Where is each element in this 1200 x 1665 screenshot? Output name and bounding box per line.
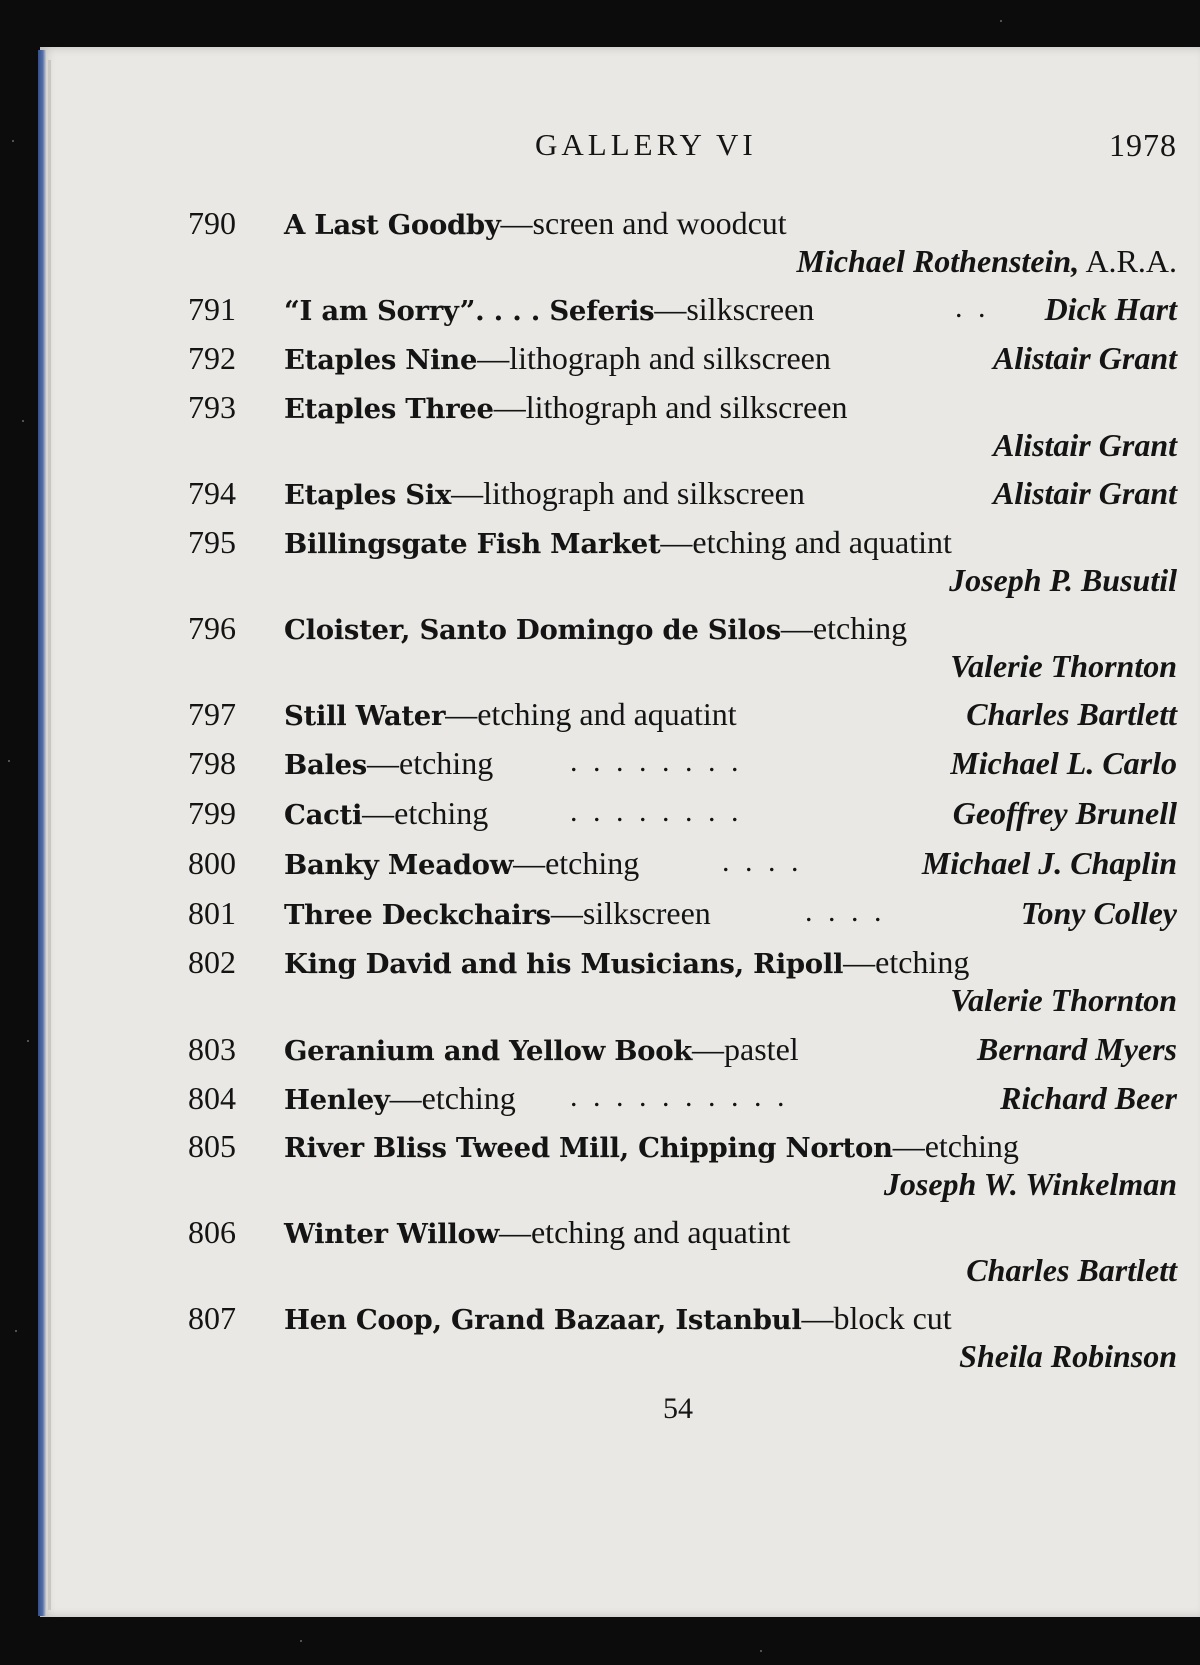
entry-title: King David and his Musicians, Ripoll—etching bbox=[284, 944, 970, 980]
entry-medium: —etching and aquatint bbox=[445, 696, 737, 732]
entry-number: 803 bbox=[188, 1031, 236, 1067]
entry-medium: —etching bbox=[362, 795, 489, 831]
catalogue-entry bbox=[0, 1128, 1200, 1168]
catalogue-entry bbox=[0, 524, 1200, 564]
entry-medium: —etching and aquatint bbox=[660, 524, 952, 560]
entry-title: River Bliss Tweed Mill, Chipping Norton—etching bbox=[284, 1128, 1019, 1164]
section-title: GALLERY VI bbox=[535, 127, 757, 162]
leader-dots: . . . . bbox=[722, 845, 803, 878]
entry-number: 807 bbox=[188, 1300, 236, 1336]
leader-dots: . . bbox=[955, 291, 990, 324]
entry-artist: Michael L. Carlo bbox=[950, 745, 1177, 781]
catalogue-entry bbox=[0, 1214, 1200, 1254]
entry-artist: Alistair Grant bbox=[992, 340, 1177, 376]
entry-artist: Joseph P. Busutil bbox=[949, 562, 1177, 598]
entry-title: Still Water—etching and aquatint bbox=[284, 696, 737, 732]
entry-number: 795 bbox=[188, 524, 236, 560]
running-header bbox=[0, 127, 1200, 167]
entry-medium: —etching bbox=[843, 944, 970, 980]
catalogue-entry bbox=[0, 795, 1200, 835]
entry-medium: —etching bbox=[513, 845, 640, 881]
entry-medium: —etching bbox=[892, 1128, 1019, 1164]
entry-title: Etaples Six—lithograph and silkscreen bbox=[284, 475, 805, 511]
entry-artist: Michael J. Chaplin bbox=[921, 845, 1177, 881]
entry-title: “I am Sorry”. . . . Seferis—silkscreen bbox=[284, 291, 815, 327]
entry-title: Etaples Nine—lithograph and silkscreen bbox=[284, 340, 831, 376]
entry-artist: Bernard Myers bbox=[976, 1031, 1177, 1067]
leader-dots: . . . . . . . . bbox=[570, 795, 743, 828]
catalogue-entry bbox=[0, 895, 1200, 935]
entry-medium: —screen and woodcut bbox=[500, 205, 787, 241]
entry-medium: —lithograph and silkscreen bbox=[493, 389, 848, 425]
entry-number: 805 bbox=[188, 1128, 236, 1164]
entry-artist: Valerie Thornton bbox=[950, 982, 1177, 1018]
entry-medium: —etching and aquatint bbox=[498, 1214, 791, 1250]
catalogue-entry bbox=[0, 1080, 1200, 1120]
catalogue-entry bbox=[0, 1031, 1200, 1071]
leader-dots: . . . . bbox=[805, 895, 886, 928]
entry-artist: Richard Beer bbox=[1000, 1080, 1177, 1116]
catalogue-entry bbox=[0, 340, 1200, 380]
entry-artist: Alistair Grant bbox=[992, 475, 1177, 511]
entry-artist: Sheila Robinson bbox=[959, 1338, 1177, 1374]
catalogue-entry bbox=[0, 389, 1200, 429]
entry-number: 794 bbox=[188, 475, 236, 511]
catalogue-entry bbox=[0, 696, 1200, 736]
entry-number: 792 bbox=[188, 340, 236, 376]
entry-title: Three Deckchairs—silkscreen bbox=[284, 895, 711, 931]
entry-artist: Dick Hart bbox=[1044, 291, 1177, 327]
leader-dots: . . . . . . . . bbox=[570, 745, 743, 778]
entry-artist: Joseph W. Winkelman bbox=[883, 1166, 1177, 1202]
entry-number: 798 bbox=[188, 745, 236, 781]
entry-medium: —lithograph and silkscreen bbox=[451, 475, 805, 511]
entry-number: 799 bbox=[188, 795, 236, 831]
header-year: 1978 bbox=[1109, 127, 1177, 163]
entry-artist: Charles Bartlett bbox=[966, 696, 1177, 732]
entry-title: Hen Coop, Grand Bazaar, Istanbul—block cut bbox=[284, 1300, 952, 1336]
entry-medium: —silkscreen bbox=[654, 291, 815, 327]
entry-title: Cloister, Santo Domingo de Silos—etching bbox=[284, 610, 908, 646]
entry-medium: —lithograph and silkscreen bbox=[477, 340, 831, 376]
entry-medium: —block cut bbox=[801, 1300, 952, 1336]
entry-number: 797 bbox=[188, 696, 236, 732]
catalogue-entry bbox=[0, 610, 1200, 650]
entry-title: Bales—etching bbox=[284, 745, 494, 781]
entry-number: 793 bbox=[188, 389, 236, 425]
entry-number: 806 bbox=[188, 1214, 236, 1250]
catalogue-entry bbox=[0, 475, 1200, 515]
entry-title: Cacti—etching bbox=[284, 795, 489, 831]
entry-artist: Valerie Thornton bbox=[950, 648, 1177, 684]
entry-artist: Tony Colley bbox=[1020, 895, 1177, 931]
entry-title: Geranium and Yellow Book—pastel bbox=[284, 1031, 799, 1067]
entry-title: Etaples Three—lithograph and silkscreen bbox=[284, 389, 848, 425]
entry-number: 790 bbox=[188, 205, 236, 241]
entry-title: Winter Willow—etching and aquatint bbox=[284, 1214, 791, 1250]
entry-title: Henley—etching bbox=[284, 1080, 516, 1116]
entry-number: 791 bbox=[188, 291, 236, 327]
entry-medium: —etching bbox=[780, 610, 908, 646]
entry-number: 802 bbox=[188, 944, 236, 980]
catalogue-entry bbox=[0, 944, 1200, 984]
entry-artist: Alistair Grant bbox=[992, 427, 1177, 463]
entry-medium: —silkscreen bbox=[550, 895, 711, 931]
leader-dots: . . . . . . . . . . bbox=[570, 1080, 789, 1113]
entry-number: 804 bbox=[188, 1080, 236, 1116]
catalogue-entry bbox=[0, 745, 1200, 785]
entry-number: 801 bbox=[188, 895, 236, 931]
entry-title: Banky Meadow—etching bbox=[284, 845, 640, 881]
entry-medium: —etching bbox=[389, 1080, 516, 1116]
entry-artist: Charles Bartlett bbox=[966, 1252, 1177, 1288]
page-number: 54 bbox=[663, 1392, 693, 1425]
entry-artist: Geoffrey Brunell bbox=[952, 795, 1177, 831]
catalogue-entry bbox=[0, 291, 1200, 331]
entry-title: A Last Goodby—screen and woodcut bbox=[284, 205, 787, 241]
entry-number: 796 bbox=[188, 610, 236, 646]
entry-medium: —etching bbox=[367, 745, 494, 781]
catalogue-entry bbox=[0, 1300, 1200, 1340]
catalogue-entry bbox=[0, 205, 1200, 245]
catalogue-entry bbox=[0, 845, 1200, 885]
entry-medium: —pastel bbox=[692, 1031, 799, 1067]
entry-title: Billingsgate Fish Market—etching and aquatint bbox=[284, 524, 952, 560]
entry-artist: Michael Rothenstein, A.R.A. bbox=[796, 243, 1177, 279]
entry-number: 800 bbox=[188, 845, 236, 881]
